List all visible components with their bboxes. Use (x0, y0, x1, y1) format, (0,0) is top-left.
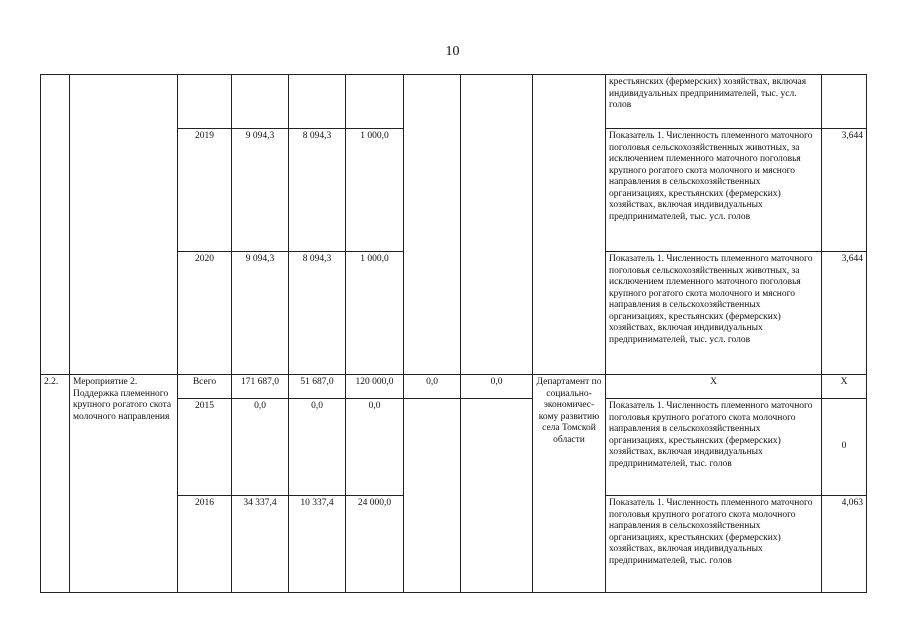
cell-total (232, 75, 289, 129)
cell-name: Мероприятие 2. Поддержка племенного крупного рогатого скота молочного направления (70, 375, 178, 593)
program-table (40, 74, 867, 593)
cell-total: 34 337,4 (232, 496, 289, 593)
page-number: 10 (445, 44, 460, 59)
cell-year: 2016 (178, 496, 232, 593)
cell-value: 4,063 (822, 496, 867, 593)
cell-value: 0 (822, 399, 867, 496)
cell-executor (533, 75, 606, 375)
cell-other: 0,0 (461, 375, 533, 399)
cell-year (178, 75, 232, 129)
cell-indicator: Х (606, 375, 822, 399)
cell-executor: Департамент по социально-экономичес-кому развитию села Томской области (533, 375, 606, 593)
cell-federal: 0,0 (289, 399, 346, 496)
table-row (41, 75, 867, 129)
cell-local: 0,0 (404, 375, 461, 399)
cell-number (41, 75, 70, 375)
cell-indicator: Показатель 1. Численность племенного маточного поголовья сельскохозяйственных животных, за исключением племенного маточного поголовья крупного рогатого скота молочного и мясного направления в сельскохозяйственных организациях, крестьянских (фермерских) хозяйствах, включая индивидуальных предпринимателей, тыс. усл. голов (606, 252, 822, 375)
cell-year: Всего (178, 375, 232, 399)
cell-indicator: Показатель 1. Численность племенного маточного поголовья крупного рогатого скота молочного направления в сельскохозяйственных организациях, крестьянских (фермерских) хозяйствах, включая индивидуальных предпринимателей, тыс. голов (606, 496, 822, 593)
cell-indicator: крестьянских (фермерских) хозяйствах, включая индивидуальных предпринимателей, тыс. усл. голов (606, 75, 822, 129)
cell-regional: 0,0 (346, 399, 404, 496)
cell-federal: 8 094,3 (289, 129, 346, 252)
cell-year: 2015 (178, 399, 232, 496)
cell-other (461, 399, 533, 593)
cell-federal: 10 337,4 (289, 496, 346, 593)
cell-total: 9 094,3 (232, 252, 289, 375)
cell-indicator: Показатель 1. Численность племенного маточного поголовья крупного рогатого скота молочного направления в сельскохозяйственных организациях, крестьянских (фермерских) хозяйствах, включая индивидуальных предпринимателей, тыс. голов (606, 399, 822, 496)
cell-regional (346, 75, 404, 129)
cell-federal: 8 094,3 (289, 252, 346, 375)
cell-number: 2.2. (41, 375, 70, 593)
cell-regional: 120 000,0 (346, 375, 404, 399)
cell-value: Х (822, 375, 867, 399)
cell-other (461, 75, 533, 375)
cell-year: 2020 (178, 252, 232, 375)
cell-indicator: Показатель 1. Численность племенного маточного поголовья сельскохозяйственных животных, за исключением племенного маточного поголовья крупного рогатого скота молочного и мясного направления в сельскохозяйственных организациях, крестьянских (фермерских) хозяйствах, включая индивидуальных предпринимателей, тыс. усл. голов (606, 129, 822, 252)
cell-local (404, 399, 461, 593)
cell-federal (289, 75, 346, 129)
cell-regional: 1 000,0 (346, 252, 404, 375)
cell-name (70, 75, 178, 375)
cell-local (404, 75, 461, 375)
table-row (41, 375, 867, 399)
cell-value: 3,644 (822, 252, 867, 375)
cell-value (822, 75, 867, 129)
cell-year: 2019 (178, 129, 232, 252)
cell-value: 3,644 (822, 129, 867, 252)
cell-total: 171 687,0 (232, 375, 289, 399)
cell-total: 9 094,3 (232, 129, 289, 252)
cell-total: 0,0 (232, 399, 289, 496)
cell-regional: 1 000,0 (346, 129, 404, 252)
cell-federal: 51 687,0 (289, 375, 346, 399)
cell-regional: 24 000,0 (346, 496, 404, 593)
